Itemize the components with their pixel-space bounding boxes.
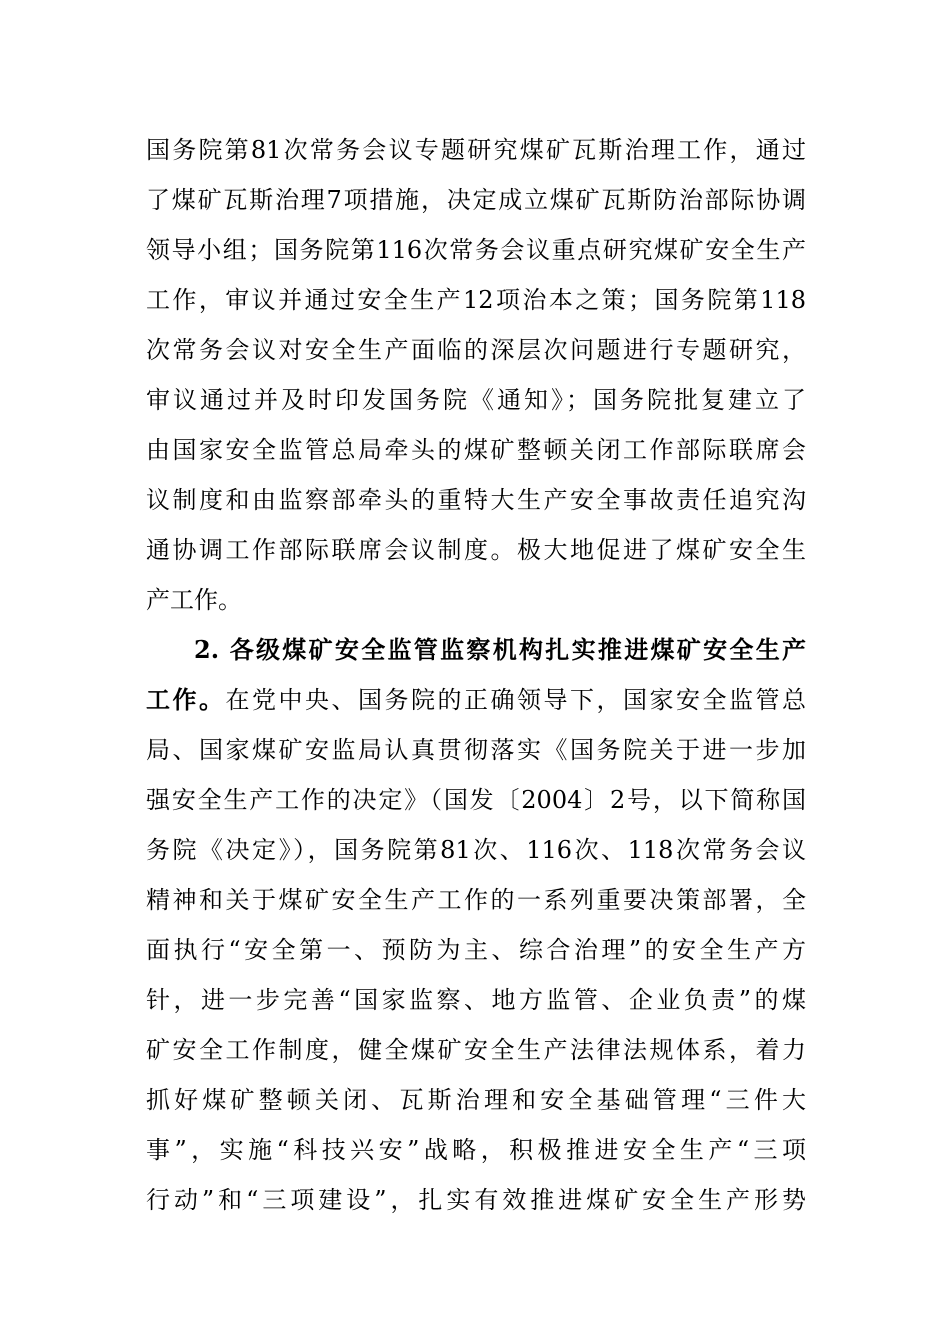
paragraph-line: 通协调工作部际联席会议制度。极大地促进了煤矿安全生 xyxy=(146,536,806,564)
paragraph-line: 面执行“安全第一、预防为主、综合治理”的安全生产方 xyxy=(146,936,806,964)
paragraph-line: 审议通过并及时印发国务院《通知》；国务院批复建立了 xyxy=(146,386,806,414)
paragraph-line: 产工作。 xyxy=(146,586,242,614)
paragraph-line: 务院《决定》），国务院第81次、116次、118次常务会议 xyxy=(146,836,806,864)
paragraph-line: 强安全生产工作的决定》（国发〔2004〕2号，以下简称国 xyxy=(146,786,806,814)
paragraph-line: 国务院第81次常务会议专题研究煤矿瓦斯治理工作，通过 xyxy=(146,136,806,164)
paragraph-line: 行动”和“三项建设”，扎实有效推进煤矿安全生产形势 xyxy=(146,1186,806,1214)
paragraph-line: 精神和关于煤矿安全生产工作的一系列重要决策部署，全 xyxy=(146,886,806,914)
paragraph-line: 局、国家煤矿安监局认真贯彻落实《国务院关于进一步加 xyxy=(146,736,806,764)
paragraph-line: 议制度和由监察部牵头的重特大生产安全事故责任追究沟 xyxy=(146,486,806,514)
paragraph-line: 次常务会议对安全生产面临的深层次问题进行专题研究， xyxy=(146,336,806,364)
paragraph-line xyxy=(146,680,806,720)
paragraph-line: 事”，实施“科技兴安”战略，积极推进安全生产“三项 xyxy=(146,1136,806,1164)
paragraph-line: 工作，审议并通过安全生产12项治本之策；国务院第118 xyxy=(146,286,806,314)
paragraph-text: 在党中央、国务院的正确领导下，国家安全监管总 xyxy=(225,686,806,714)
section-heading-continuation: 工作。 xyxy=(146,685,226,714)
paragraph-line: 针，进一步完善“国家监察、地方监管、企业负责”的煤 xyxy=(146,986,806,1014)
paragraph-line: 领导小组；国务院第116次常务会议重点研究煤矿安全生产 xyxy=(146,236,806,264)
section-heading: 2. 各级煤矿安全监管监察机构扎实推进煤矿安全生产 xyxy=(194,635,806,664)
paragraph-line: 矿安全工作制度，健全煤矿安全生产法律法规体系，着力 xyxy=(146,1036,806,1064)
paragraph-line: 了煤矿瓦斯治理7项措施，决定成立煤矿瓦斯防治部际协调 xyxy=(146,186,806,214)
paragraph-line: 抓好煤矿整顿关闭、瓦斯治理和安全基础管理“三件大 xyxy=(146,1086,806,1114)
paragraph-line: 由国家安全监管总局牵头的煤矿整顿关闭工作部际联席会 xyxy=(146,436,806,464)
